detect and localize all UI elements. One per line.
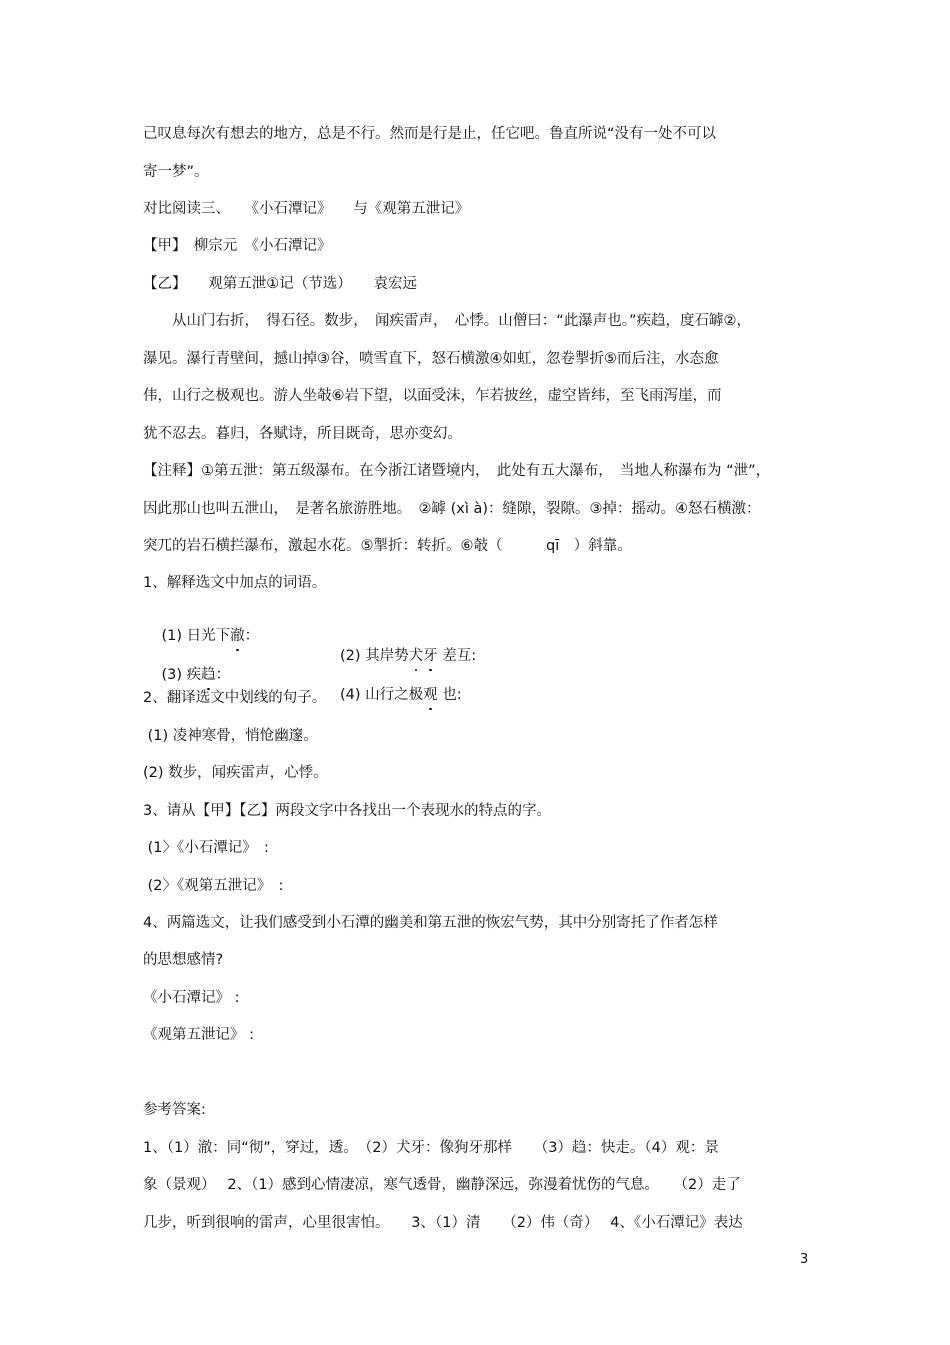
question-2-item: (2) 数步，闻疾雷声，心悸。 bbox=[143, 765, 328, 781]
question-3: 3、请从【甲】【乙】两段文字中各找出一个表现水的特点的字。 bbox=[143, 803, 551, 819]
passage-line: 从山门右折， 得石径。数步， 闻疾雷声， 心悸。山僧曰：“此瀑声也。”疾趋，度石罅②， bbox=[143, 313, 752, 329]
dotted-char: 趋 bbox=[201, 667, 216, 683]
annotation-line: 因此那山也叫五泄山， 是著名旅游胜地。 ②罅 (xì à)：缝隙，裂隙。③掉：摇动。④怒石横激： bbox=[143, 501, 761, 517]
text-line: 寄一梦”。 bbox=[143, 164, 209, 180]
dotted-char: 观 bbox=[423, 687, 438, 703]
question-4: 4、两篇选文，让我们感受到小石潭的幽美和第五泄的恢宏气势，其中分别寄托了作者怎样 bbox=[143, 915, 718, 931]
question-3-item: (2〉《观第五泄记》 : bbox=[143, 878, 284, 894]
answer-line: 1、（1）澈：同“彻”，穿过，透。 （2）犬牙：像狗牙那样 （3）趋：快走。（4）观：景 bbox=[143, 1140, 719, 1156]
text-a-heading: 【甲】 柳宗元 《小石潭记》 bbox=[143, 238, 332, 254]
question-4-item: 《观第五泄记》 : bbox=[143, 1027, 254, 1043]
answer-line: 几步，听到很响的雷声，心里很害怕。 3、（1）清 （2）伟（奇） 4、《小石潭记》表达 bbox=[143, 1215, 743, 1231]
q1-item-4: (4) 山行之极观 也: bbox=[340, 687, 462, 703]
question-4: 的思想感情? bbox=[143, 952, 224, 968]
dotted-char: 澈 bbox=[230, 628, 245, 644]
answer-line: 象（景观） 2、（1）感到心情凄凉，寒气透骨，幽静深远，弥漫着忧伤的气息。 （2）走了 bbox=[143, 1177, 741, 1193]
question-3-item: (1〉《小石潭记》 : bbox=[143, 840, 269, 856]
q1-item-3: (3) 疾趋： bbox=[161, 667, 231, 683]
text-b-heading: 【乙】 观第五泄①记（节选） 袁宏远 bbox=[143, 276, 417, 292]
section-heading: 对比阅读三、 《小石潭记》 与《观第五泄记》 bbox=[143, 201, 470, 217]
q1-item-2: (2) 其岸势犬牙 差互: bbox=[340, 648, 477, 664]
passage-line: 犹不忍去。暮归，各赋诗，所目既奇，思亦变幻。 bbox=[143, 426, 462, 442]
page-number: 3 bbox=[800, 1252, 809, 1267]
passage-line: 瀑见。瀑行青壁间，撼山掉③谷，喷雪直下，怒石横激④如虹，忽卷掣折⑤而后注，水态愈 bbox=[143, 351, 719, 367]
dotted-char: 犬 bbox=[408, 648, 424, 664]
question-4-item: 《小石潭记》 : bbox=[143, 990, 240, 1006]
q1-item-1: (1) 日光下澈： bbox=[161, 628, 260, 644]
annotation-line: 突兀的岩石横拦瀑布，激起水花。⑤掣折：转折。⑥攲（ qī ）斜靠。 bbox=[143, 538, 632, 554]
annotation-line: 【注释】①第五泄：第五级瀑布。在今浙江诸暨境内， 此处有五大瀑布， 当地人称瀑布为 “泄”， bbox=[143, 463, 771, 479]
question-2: 2、翻译选文中划线的句子。 bbox=[143, 690, 327, 706]
answer-heading: 参考答案: bbox=[143, 1102, 206, 1118]
question-1: 1、解释选文中加点的词语。 bbox=[143, 575, 327, 591]
dotted-char: 牙 bbox=[423, 648, 438, 664]
text-line: 己叹息每次有想去的地方，总是不行。然而是行是止，任它吧。鲁直所说“没有一处不可以 bbox=[143, 126, 717, 142]
passage-line: 伟，山行之极观也。游人坐攲⑥岩下望，以面受沫，乍若披丝，虚空皆纬，至飞雨泻崖，而 bbox=[143, 388, 722, 404]
question-2-item: (1) 凌神寒骨，悄怆幽邃。 bbox=[143, 728, 318, 744]
